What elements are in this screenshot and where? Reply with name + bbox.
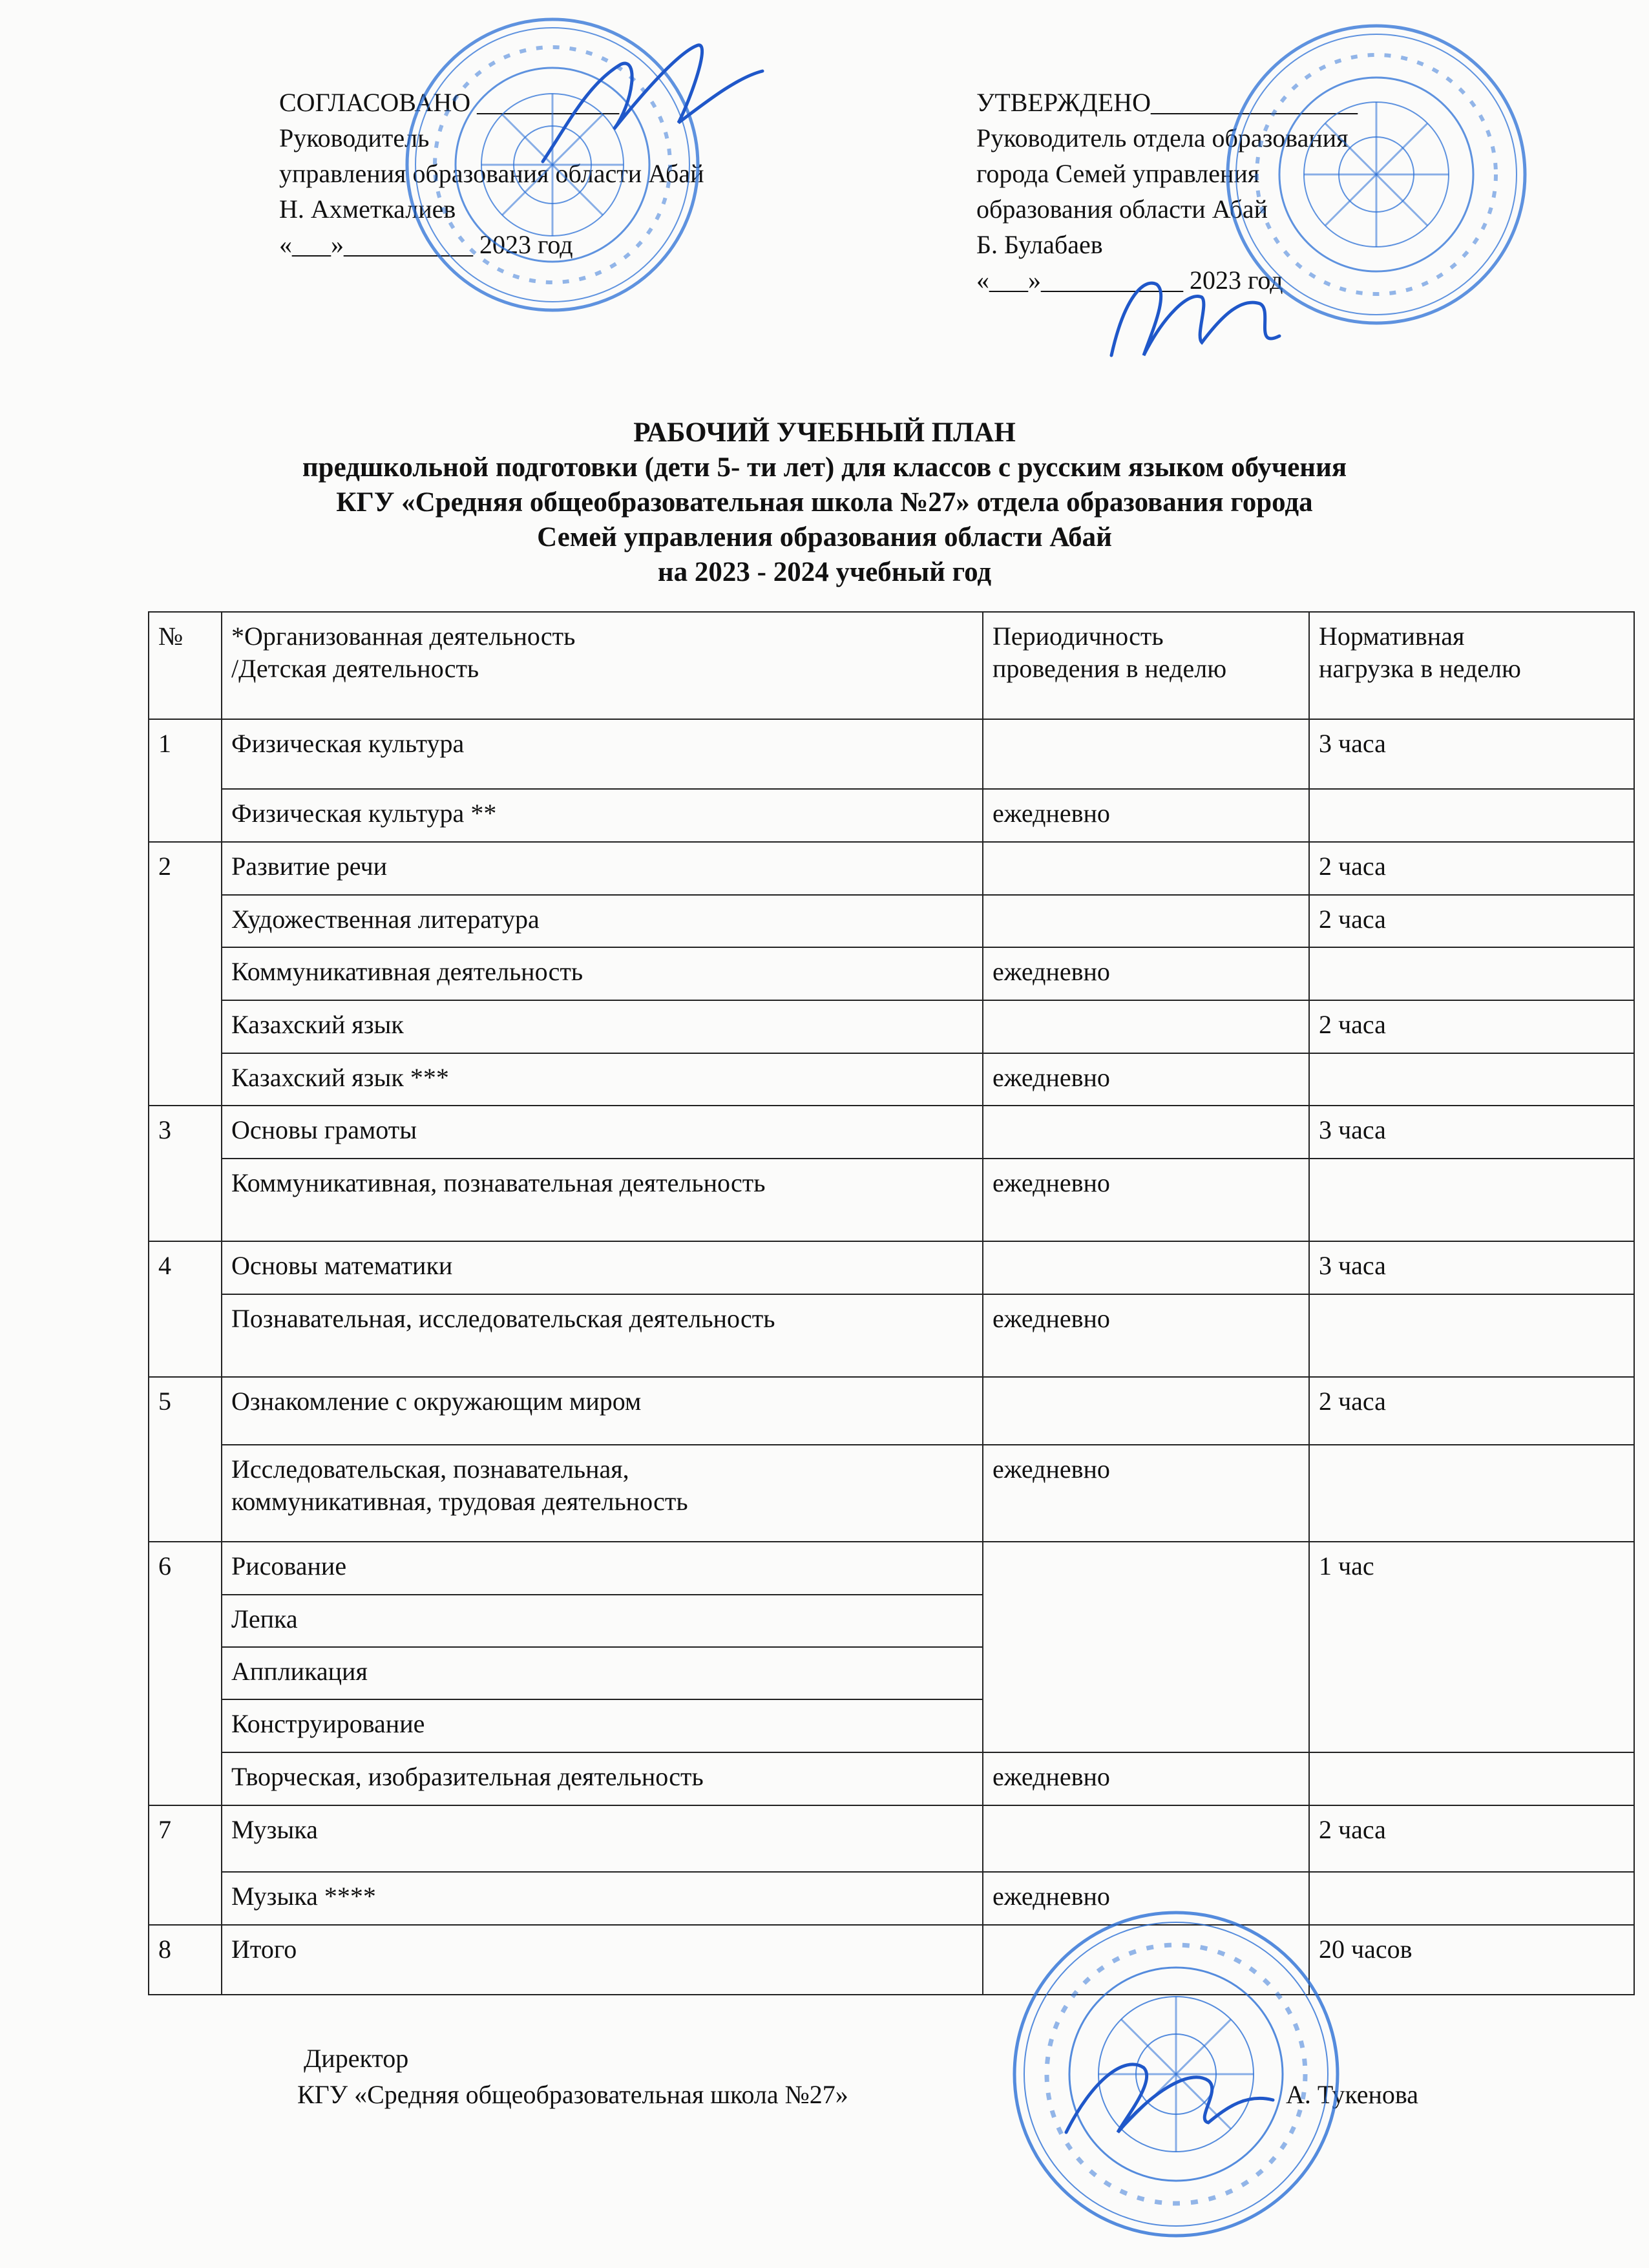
cell-activity: Ознакомление с окружающим миром [222, 1377, 983, 1445]
approval-right-heading: УТВЕРЖДЕНО________________ [976, 88, 1358, 117]
table-row [149, 789, 1634, 842]
table-row [149, 719, 1634, 789]
cell-activity-line: коммуникативная, трудовая деятельность [231, 1487, 688, 1516]
header-load-line: Нормативная [1319, 622, 1465, 651]
cell-activity: Физическая культура [222, 719, 983, 789]
cell-num: 8 [149, 1925, 222, 1995]
cell-num: 5 [149, 1377, 222, 1542]
cell-load: 2 часа [1309, 1805, 1634, 1872]
cell-activity: Физическая культура ** [222, 789, 983, 842]
cell-periodicity: ежедневно [983, 1053, 1309, 1106]
cell-num: 4 [149, 1241, 222, 1377]
cell-activity: Итого [222, 1925, 983, 1995]
table-row [149, 1294, 1634, 1377]
header-activity-line: /Детская деятельность [231, 654, 479, 683]
table-row [149, 1805, 1634, 1872]
approval-left-line: Руководитель [279, 123, 430, 152]
title-line: на 2023 - 2024 учебный год [657, 557, 992, 587]
cell-periodicity: ежедневно [983, 1294, 1309, 1377]
cell-activity: Конструирование [222, 1699, 983, 1752]
approval-right-line: образования области Абай [976, 194, 1268, 224]
table-row [149, 842, 1634, 895]
cell-periodicity [983, 1377, 1309, 1445]
cell-periodicity [983, 1805, 1309, 1872]
cell-activity: Лепка [222, 1595, 983, 1647]
cell-periodicity [983, 1106, 1309, 1159]
cell-activity: Развитие речи [222, 842, 983, 895]
director-role: Директор [304, 2044, 409, 2073]
cell-load [1309, 1872, 1634, 1925]
cell-load [1309, 1445, 1634, 1542]
cell-load: 3 часа [1309, 1241, 1634, 1294]
cell-activity: Коммуникативная деятельность [222, 947, 983, 1000]
cell-activity: Основы математики [222, 1241, 983, 1294]
cell-periodicity: ежедневно [983, 1752, 1309, 1805]
cell-load: 3 часа [1309, 719, 1634, 789]
cell-activity [222, 1445, 983, 1542]
cell-activity: Рисование [222, 1542, 983, 1595]
header-periodicity-line: Периодичность [993, 622, 1164, 651]
cell-periodicity [983, 1542, 1309, 1752]
cell-activity-line: Исследовательская, познавательная, [231, 1454, 629, 1484]
table-row [149, 1872, 1634, 1925]
title-line: предшкольной подготовки (дети 5- ти лет) для классов с русским языком обучения [302, 452, 1347, 483]
cell-periodicity: ежедневно [983, 789, 1309, 842]
table-row [149, 1925, 1634, 1995]
cell-activity: Музыка **** [222, 1872, 983, 1925]
cell-periodicity [983, 1241, 1309, 1294]
approval-left-heading: СОГЛАСОВАНО ___________ [279, 88, 620, 117]
cell-activity: Казахский язык *** [222, 1053, 983, 1106]
approval-left-line: управления образования области Абай [279, 159, 704, 188]
cell-num: 3 [149, 1106, 222, 1241]
cell-periodicity [983, 719, 1309, 789]
approval-right-signer: Б. Булабаев [976, 230, 1103, 259]
signature-right [1098, 258, 1292, 375]
table-row [149, 1241, 1634, 1294]
document-title [0, 415, 1649, 590]
cell-periodicity: ежедневно [983, 1159, 1309, 1241]
cell-periodicity: ежедневно [983, 1872, 1309, 1925]
header-num: № [149, 612, 222, 719]
table-row [149, 1053, 1634, 1106]
table-row [149, 895, 1634, 947]
cell-activity: Основы грамоты [222, 1106, 983, 1159]
cell-load: 20 часов [1309, 1925, 1634, 1995]
cell-activity: Коммуникативная, познавательная деятельность [222, 1159, 983, 1241]
cell-load [1309, 1159, 1634, 1241]
cell-load: 2 часа [1309, 842, 1634, 895]
header-periodicity [983, 612, 1309, 719]
cell-activity: Художественная литература [222, 895, 983, 947]
table-row [149, 1106, 1634, 1159]
approval-right-date: «___»___________ 2023 год [976, 266, 1283, 295]
header-periodicity-line: проведения в неделю [993, 654, 1227, 683]
cell-num: 2 [149, 842, 222, 1106]
title-line: КГУ «Средняя общеобразовательная школа №27» отдела образования города [336, 487, 1313, 518]
cell-load [1309, 1752, 1634, 1805]
table-row [149, 1445, 1634, 1542]
table-row [149, 1542, 1634, 1595]
approval-left-date: «___»__________ 2023 год [279, 230, 573, 259]
title-line: Семей управления образования области Абай [537, 522, 1112, 552]
cell-activity: Творческая, изобразительная деятельность [222, 1752, 983, 1805]
table-row [149, 1000, 1634, 1053]
table-row [149, 947, 1634, 1000]
cell-periodicity [983, 895, 1309, 947]
cell-load [1309, 1294, 1634, 1377]
table-header-row [149, 612, 1634, 719]
cell-periodicity: ежедневно [983, 947, 1309, 1000]
cell-activity: Казахский язык [222, 1000, 983, 1053]
table-row [149, 1159, 1634, 1241]
director-name: А. Тукенова [1286, 2080, 1419, 2109]
cell-load: 2 часа [1309, 1377, 1634, 1445]
approval-right-line: города Семей управления [976, 159, 1260, 188]
header-activity [222, 612, 983, 719]
header-load-line: нагрузка в неделю [1319, 654, 1521, 683]
cell-load: 2 часа [1309, 895, 1634, 947]
signature-left [530, 26, 775, 181]
title-line: РАБОЧИЙ УЧЕБНЫЙ ПЛАН [633, 417, 1016, 448]
cell-load: 1 час [1309, 1542, 1634, 1752]
cell-periodicity: ежедневно [983, 1445, 1309, 1542]
cell-num: 1 [149, 719, 222, 842]
header-activity-line: *Организованная деятельность [231, 622, 576, 651]
cell-num: 7 [149, 1805, 222, 1925]
approval-left-signer: Н. Ахметкалиев [279, 194, 456, 224]
cell-periodicity [983, 1000, 1309, 1053]
cell-load: 3 часа [1309, 1106, 1634, 1159]
table-row [149, 1752, 1634, 1805]
cell-periodicity [983, 842, 1309, 895]
cell-load [1309, 789, 1634, 842]
curriculum-table [148, 611, 1635, 1995]
director-org: КГУ «Средняя общеобразовательная школа №27» [297, 2080, 848, 2109]
header-load [1309, 612, 1634, 719]
cell-load [1309, 947, 1634, 1000]
table-row [149, 1377, 1634, 1445]
signature-bottom [1053, 2042, 1286, 2152]
cell-load: 2 часа [1309, 1000, 1634, 1053]
cell-load [1309, 1053, 1634, 1106]
cell-activity: Аппликация [222, 1647, 983, 1699]
cell-activity: Познавательная, исследовательская деятельность [222, 1294, 983, 1377]
cell-activity: Музыка [222, 1805, 983, 1872]
approval-right-line: Руководитель отдела образования [976, 123, 1349, 152]
cell-num: 6 [149, 1542, 222, 1805]
